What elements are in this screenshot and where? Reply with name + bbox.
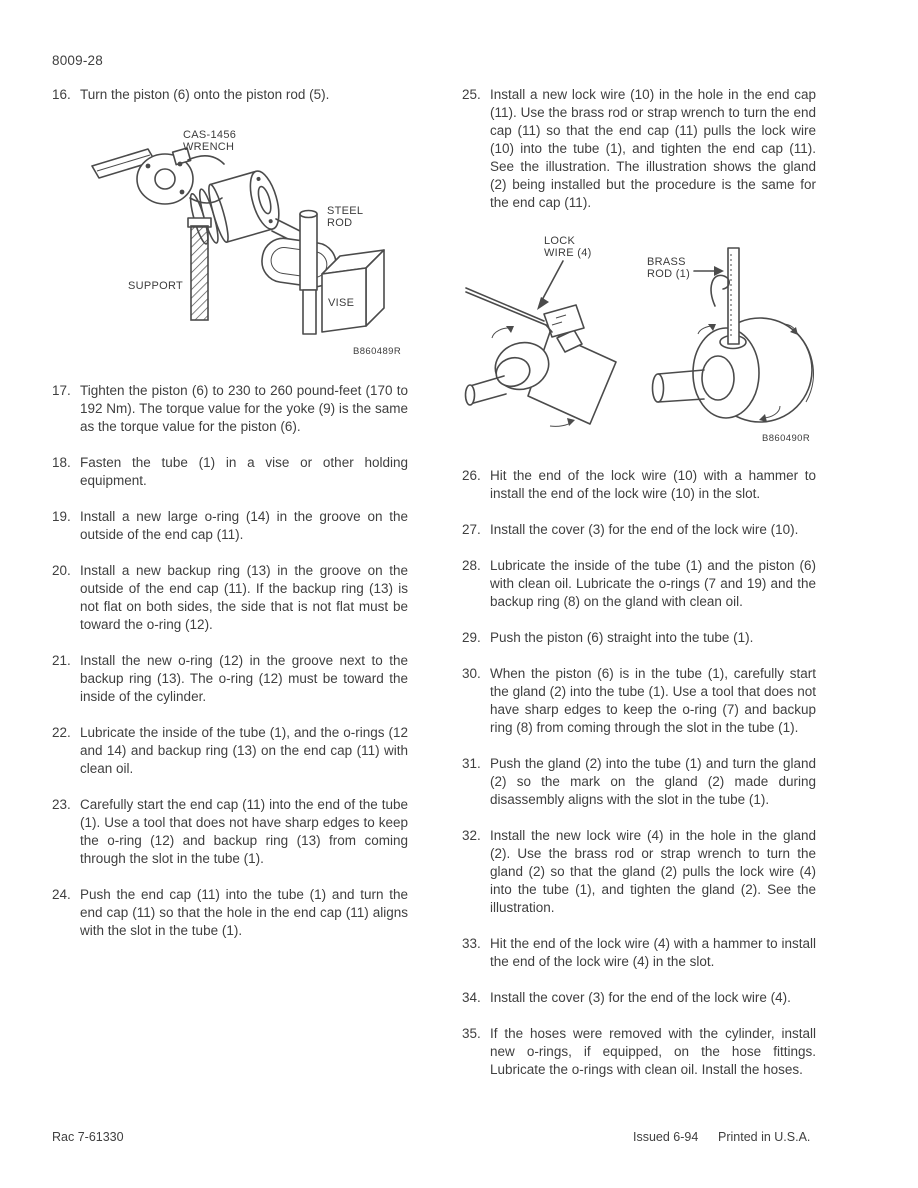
step-text: Turn the piston (6) onto the piston rod (5). — [80, 87, 330, 102]
step-number: 21. — [52, 653, 71, 668]
step-text: Install the new lock wire (4) in the hole in the gland (2). Use the brass rod or strap wrench to turn the gland (2) so that the gland (2) pulls the lock wire (4) into the tube (1), and tighten the gland (2). See the illustration. — [490, 828, 816, 915]
steel-rod-drawing — [300, 211, 317, 335]
step-item — [52, 562, 408, 634]
lock-wire-hook — [711, 275, 729, 306]
step-item — [462, 665, 816, 737]
footer-printed-in: Printed in U.S.A. — [718, 1130, 811, 1144]
figure-ref: B860489R — [353, 346, 402, 357]
footer-doc-number: Rac 7-61330 — [52, 1130, 124, 1144]
step-item — [462, 557, 816, 611]
step-item — [52, 724, 408, 778]
step-text: Install a new backup ring (13) in the groove on the outside of the end cap (11). If the backup ring (13) is not flat on both sides, the side that is not flat must be toward the o-ring (12). — [80, 563, 408, 632]
figure-piston-torque — [70, 122, 460, 367]
gland-lock-wire-drawing — [466, 288, 617, 426]
brass-rod-label: BRASS — [647, 256, 686, 268]
steel-rod-label: STEEL — [327, 205, 364, 217]
step-text: Hit the end of the lock wire (4) with a hammer to install the end of the lock wire (4) in the slot. — [490, 936, 816, 969]
step-item — [52, 454, 408, 490]
step-item — [462, 86, 816, 212]
step-number: 22. — [52, 725, 71, 740]
step-text: Carefully start the end cap (11) into the end of the tube (1). Use a tool that does not have sharp edges to keep the o-ring (12) and backup ring (13) from coming through the slot in the tube (1). — [80, 797, 408, 866]
step-item — [462, 989, 816, 1007]
step-item — [462, 1025, 816, 1079]
gland-cutaway — [544, 305, 584, 337]
step-text: Fasten the tube (1) in a vise or other holding equipment. — [80, 455, 408, 488]
lock-wire-label: LOCK — [544, 235, 576, 247]
figure-ref: B860490R — [762, 433, 811, 444]
step-number: 17. — [52, 383, 71, 398]
lock-wire-pointer-arrow — [541, 261, 563, 302]
step-number: 26. — [462, 468, 481, 483]
step-item — [462, 827, 816, 917]
step-item — [52, 86, 408, 104]
step-number: 35. — [462, 1026, 481, 1041]
left-column — [52, 86, 408, 958]
step-number: 19. — [52, 509, 71, 524]
step-number: 25. — [462, 87, 481, 102]
vise-label: VISE — [328, 297, 355, 309]
step-number: 30. — [462, 666, 481, 681]
step-text: Install the cover (3) for the end of the lock wire (4). — [490, 990, 791, 1005]
step-item — [462, 755, 816, 809]
step-number: 27. — [462, 522, 481, 537]
step-text: If the hoses were removed with the cylinder, install new o-rings, if equipped, on the hose fittings. Lubricate the o-rings with clean oil. Install the hoses. — [490, 1026, 816, 1077]
step-text: Lubricate the inside of the tube (1), and the o-rings (12 and 14) and backup ring (13) on the end cap (11) with clean oil. — [80, 725, 408, 776]
step-item — [462, 935, 816, 971]
step-number: 16. — [52, 87, 71, 102]
step-number: 32. — [462, 828, 481, 843]
figure-lock-wire-install — [462, 230, 817, 445]
cas-wrench-label: CAS-1456 — [183, 129, 237, 141]
step-item — [52, 886, 408, 940]
lock-wire-label-2: WIRE (4) — [544, 247, 592, 259]
step-number: 28. — [462, 558, 481, 573]
steel-rod-label-2: ROD — [327, 217, 353, 229]
right-column — [462, 86, 816, 1097]
brass-rod-label-2: ROD (1) — [647, 268, 691, 280]
step-item — [52, 796, 408, 868]
footer-issued-date: Issued 6-94 — [633, 1130, 699, 1144]
step-number: 23. — [52, 797, 71, 812]
step-item — [462, 521, 816, 539]
step-number: 31. — [462, 756, 481, 771]
step-number: 33. — [462, 936, 481, 951]
step-item — [462, 629, 816, 647]
step-text: Push the gland (2) into the tube (1) and turn the gland (2) so the mark on the gland (2) made during disassembly aligns with the slot in the tube (1). — [490, 756, 816, 807]
step-item — [462, 467, 816, 503]
step-number: 20. — [52, 563, 71, 578]
step-text: Install a new large o-ring (14) in the groove on the outside of the end cap (11). — [80, 509, 408, 542]
step-text: Install the new o-ring (12) in the groove next to the backup ring (13). The o-ring (12) must be toward the inside of the cylinder. — [80, 653, 408, 704]
step-number: 34. — [462, 990, 481, 1005]
step-number: 29. — [462, 630, 481, 645]
step-item — [52, 382, 408, 436]
step-text: When the piston (6) is in the tube (1), carefully start the gland (2) into the tube (1). Use a tool that does not have sharp edges to keep the o-ring (7) and backup ring (8) from coming through the slot in the tube (1). — [490, 666, 816, 735]
step-text: Lubricate the inside of the tube (1) and the piston (6) with clean oil. Lubricate the o-rings (7 and 19) and the backup ring (8) on the gland with clean oil. — [490, 558, 816, 609]
step-text: Install the cover (3) for the end of the lock wire (10). — [490, 522, 799, 537]
step-number: 18. — [52, 455, 71, 470]
step-text: Push the end cap (11) into the tube (1) and turn the end cap (11) so that the hole in the end cap (11) aligns with the slot in the tube (1). — [80, 887, 408, 938]
cas-wrench-label-2: WRENCH — [183, 141, 235, 153]
page-number: 8009-28 — [52, 53, 103, 68]
step-item — [52, 508, 408, 544]
support-strap — [188, 218, 211, 320]
step-number: 24. — [52, 887, 71, 902]
step-text: Install a new lock wire (10) in the hole in the end cap (11). Use the brass rod or strap wrench to turn the end cap (11) so that the end cap (11) pulls the lock wire (10) into the tube (1), and tighten the end cap (11). See the illustration. The illustration shows the gland (2) being installed but the procedure is the same for the end cap (11). — [490, 87, 816, 210]
step-text: Hit the end of the lock wire (10) with a hammer to install the end of the lock wire (10) in the slot. — [490, 468, 816, 501]
step-text: Tighten the piston (6) to 230 to 260 pound-feet (170 to 192 Nm). The torque value for the yoke (9) is the same as the torque value for the piston (6). — [80, 383, 408, 434]
step-item — [52, 652, 408, 706]
support-label: SUPPORT — [128, 280, 184, 292]
step-text: Push the piston (6) straight into the tube (1). — [490, 630, 754, 645]
